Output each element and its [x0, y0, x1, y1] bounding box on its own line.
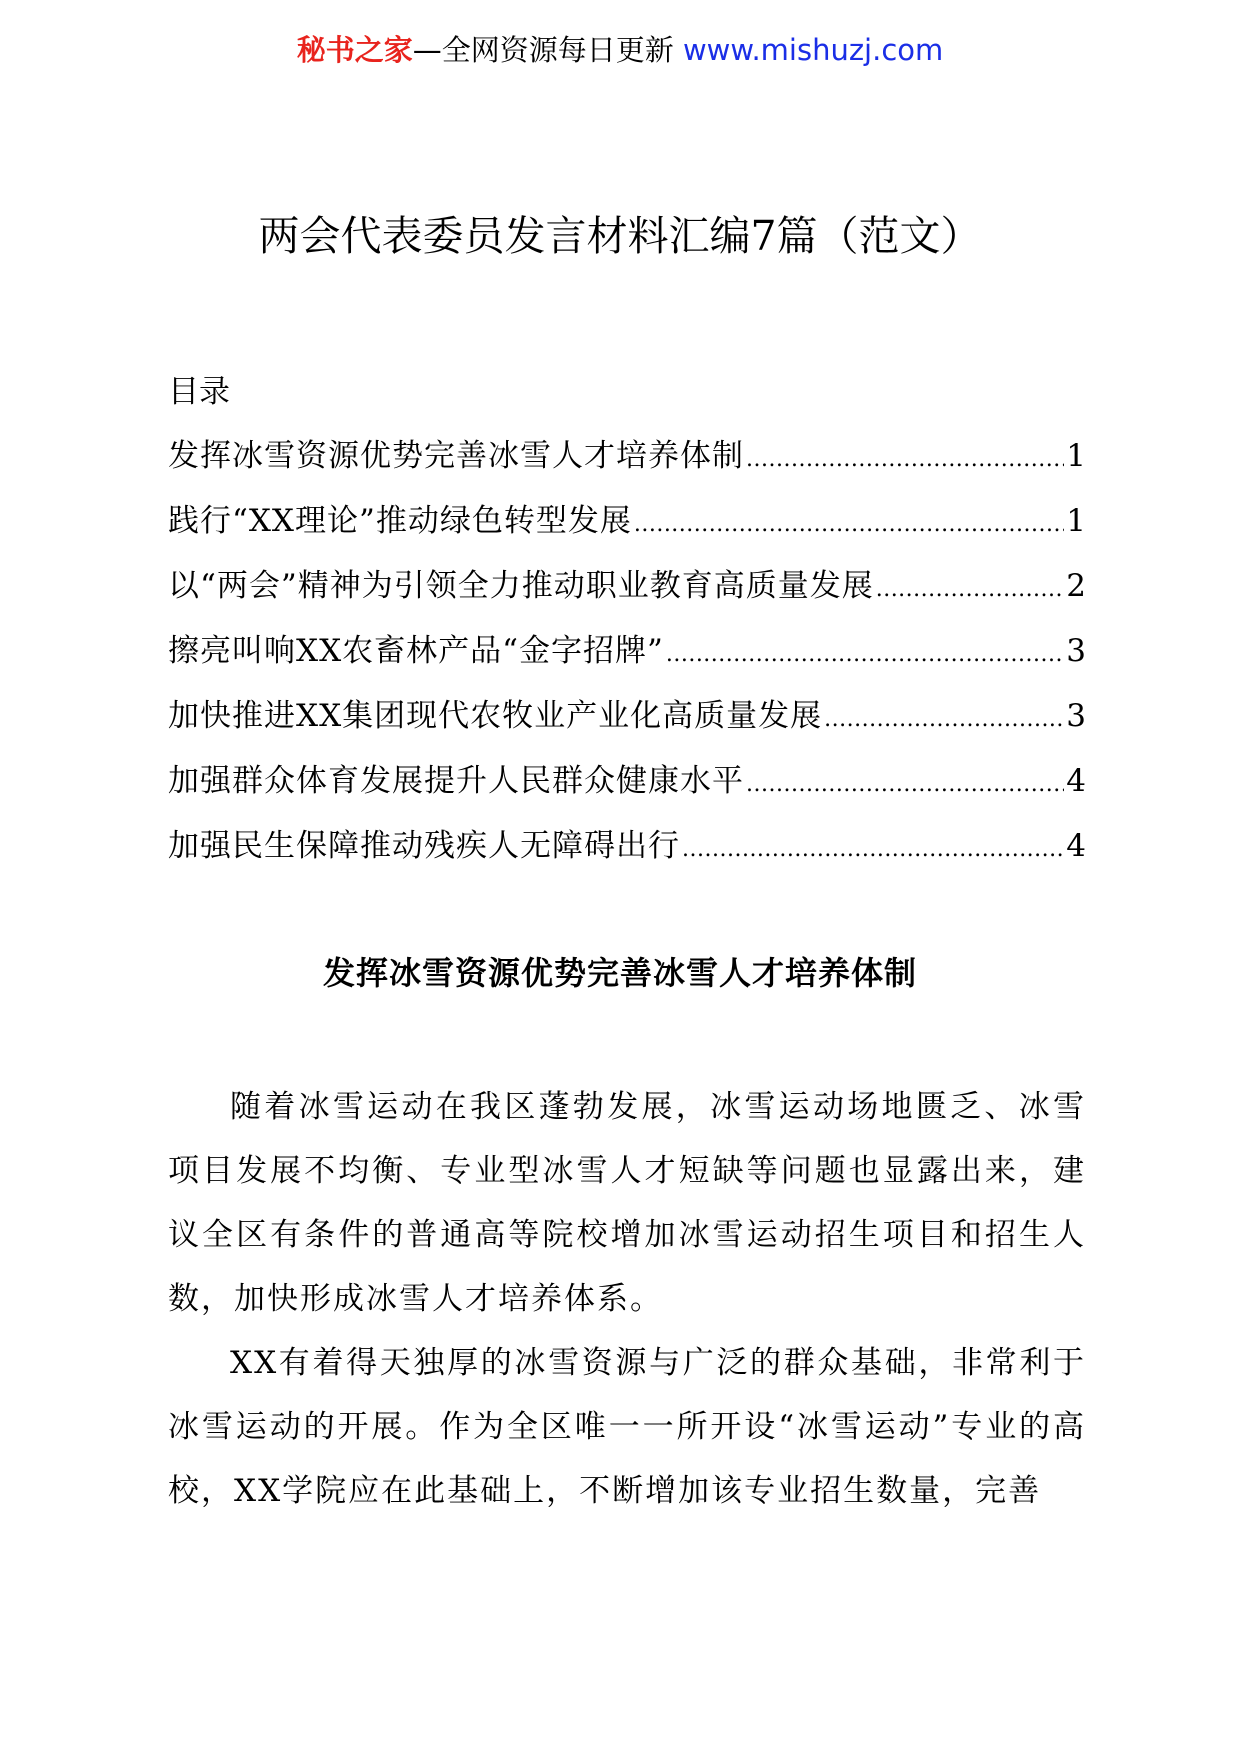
toc-item-text: 加快推进XX集团现代农牧业产业化高质量发展 — [168, 698, 823, 734]
body-paragraph: XX有着得天独厚的冰雪资源与广泛的群众基础，非常利于冰雪运动的开展。作为全区唯一一所开设“冰雪运动”专业的高校，XX学院应在此基础上，不断增加该专业招生数量，完善 — [168, 1345, 1086, 1509]
toc-item-page: 2 — [1066, 568, 1086, 604]
toc-leader-dots — [634, 503, 1064, 547]
site-url-link[interactable]: www.mishuzj.com — [682, 33, 944, 67]
toc-item-page: 1 — [1066, 438, 1086, 474]
toc-item[interactable] — [168, 564, 1086, 629]
site-tagline: —全网资源每日更新 — [412, 33, 674, 67]
toc-item-text: 践行“XX理论”推动绿色转型发展 — [168, 503, 632, 539]
table-of-contents — [168, 434, 1086, 889]
site-header — [0, 30, 1240, 70]
toc-item[interactable] — [168, 629, 1086, 694]
toc-leader-dots — [824, 698, 1064, 742]
site-brand: 秘书之家 — [296, 33, 413, 67]
section-body — [168, 1075, 1086, 1523]
toc-item[interactable] — [168, 434, 1086, 499]
toc-leader-dots — [682, 828, 1064, 872]
toc-item-page: 4 — [1066, 828, 1086, 864]
toc-item[interactable] — [168, 824, 1086, 889]
toc-item-page: 3 — [1066, 633, 1086, 669]
document-title: 两会代表委员发言材料汇编7篇（范文） — [258, 212, 982, 260]
toc-leader-dots — [746, 763, 1064, 807]
toc-item-text: 加强民生保障推动残疾人无障碍出行 — [168, 828, 680, 864]
toc-leader-dots — [876, 568, 1065, 612]
toc-item[interactable] — [168, 759, 1086, 824]
toc-item[interactable] — [168, 694, 1086, 759]
toc-item-text: 加强群众体育发展提升人民群众健康水平 — [168, 763, 744, 799]
toc-item-text: 擦亮叫响XX农畜林产品“金字招牌” — [168, 633, 664, 669]
toc-item-page: 3 — [1066, 698, 1086, 734]
toc-leader-dots — [746, 438, 1064, 482]
toc-heading: 目录 — [168, 374, 230, 410]
toc-item-text: 以“两会”精神为引领全力推动职业教育高质量发展 — [168, 568, 874, 604]
toc-leader-dots — [666, 633, 1064, 677]
section-title: 发挥冰雪资源优势完善冰雪人才培养体制 — [322, 954, 917, 992]
toc-item-page: 1 — [1066, 503, 1086, 539]
toc-item[interactable] — [168, 499, 1086, 564]
body-paragraph: 随着冰雪运动在我区蓬勃发展，冰雪运动场地匮乏、冰雪项目发展不均衡、专业型冰雪人才短缺等问题也显露出来，建议全区有条件的普通高等院校增加冰雪运动招生项目和招生人数，加快形成冰雪人才培养体系。 — [168, 1089, 1086, 1317]
toc-item-text: 发挥冰雪资源优势完善冰雪人才培养体制 — [168, 438, 744, 474]
toc-item-page: 4 — [1066, 763, 1086, 799]
